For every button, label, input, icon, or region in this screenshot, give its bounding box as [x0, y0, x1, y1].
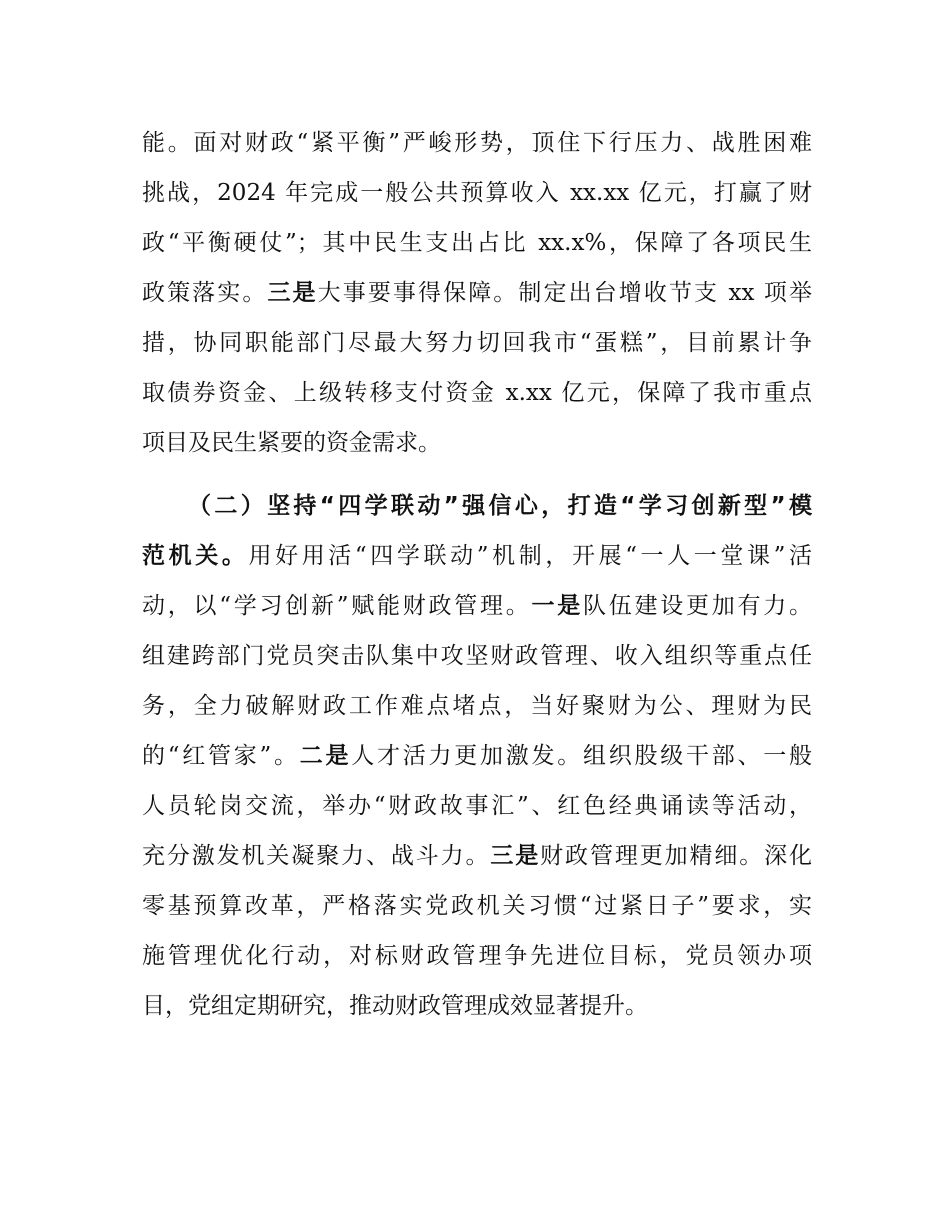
text-line: 挑战，2024 年完成一般公共预算收入 xx.xx 亿元，打赢了财 [142, 180, 812, 206]
text-line: 组建跨部门党员突击队集中攻坚财政管理、收入组织等重点任 [142, 643, 812, 669]
text-line: 人员轮岗交流，举办“财政故事汇”、红色经典诵读等活动， [142, 793, 812, 819]
text-line: 取债券资金、上级转移支付资金 x.xx 亿元，保障了我市重点 [142, 380, 812, 406]
text-run: 大事要事得保障。制定出台增收节支 xx 项举 [317, 280, 812, 306]
text-line [142, 836, 812, 876]
text-line: 施管理优化行动，对标财政管理争先进位目标，党员领办项 [142, 943, 812, 969]
text-run: 用好用活“四学联动”机制，开展“一人一堂课”活 [248, 543, 812, 569]
section-heading: （二）坚持“四学联动”强信心，打造“学习创新型”模 [188, 493, 812, 519]
text-line: 务，全力破解财政工作难点堵点，当好聚财为公、理财为民 [142, 693, 812, 719]
text-line [142, 736, 812, 776]
text-line [142, 273, 812, 313]
text-run: 的“红管家”。 [142, 743, 300, 769]
text-run: 人才活力更加激发。组织股级干部、一般 [351, 743, 812, 769]
text-run: 充分激发机关凝聚力、战斗力。 [142, 843, 491, 869]
text-line [142, 536, 812, 576]
text-line: 政“平衡硬仗”；其中民生支出占比 xx.x%，保障了各项民生 [142, 230, 812, 256]
text-line: 措，协同职能部门尽最大努力切回我市“蛋糕”，目前累计争 [142, 330, 812, 356]
emphasis-marker: 三是 [267, 280, 318, 306]
text-run: 政策落实。 [142, 280, 268, 306]
text-line: 零基预算改革，严格落实党政机关习惯“过紧日子”要求，实 [142, 893, 812, 919]
emphasis-marker: 一是 [531, 593, 583, 619]
text-line: 能。面对财政“紧平衡”严峻形势，顶住下行压力、战胜困难 [142, 130, 812, 156]
emphasis-marker: 三是 [490, 843, 541, 869]
text-line: 项目及民生紧要的资金需求。 [142, 430, 441, 456]
text-run: 财政管理更加精细。深化 [540, 843, 812, 869]
emphasis-marker: 二是 [299, 743, 352, 769]
text-line [142, 586, 812, 626]
section-heading-end: 范机关。 [142, 543, 249, 569]
text-run: 队伍建设更加有力。 [583, 593, 812, 619]
text-line: 目，党组定期研究，推动财政管理成效显著提升。 [142, 993, 648, 1019]
text-run: 动，以“学习创新”赋能财政管理。 [142, 593, 532, 619]
